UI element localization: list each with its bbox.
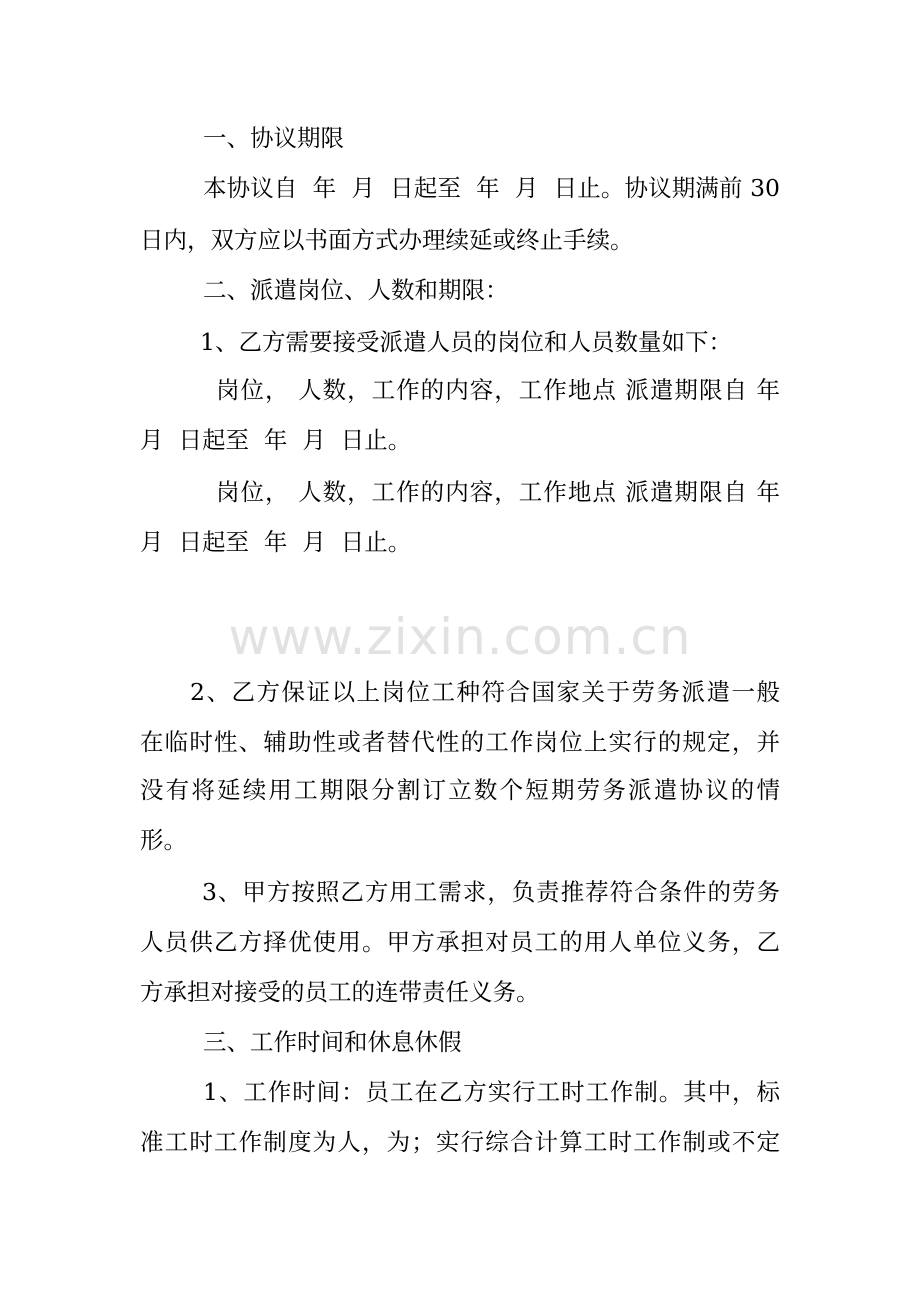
watermark: www.zixin.com.cn [228, 608, 692, 666]
section-heading: 一、协议期限 [203, 124, 344, 152]
paragraph-line: 在临时性、辅助性或者替代性的工作岗位上实行的规定，并 [140, 728, 780, 756]
paragraph-line: 2、乙方保证以上岗位工种符合国家关于劳务派遣一般 [190, 678, 780, 706]
paragraph-line: 人员供乙方择优使用。甲方承担对员工的用人单位义务，乙 [140, 928, 780, 956]
paragraph-line: 1、乙方需要接受派遣人员的岗位和人员数量如下： [200, 328, 732, 356]
paragraph-line: 方承担对接受的员工的连带责任义务。 [140, 978, 540, 1006]
paragraph-line: 本协议自 年 月 日起至 年 月 日止。协议期满前 30 [203, 174, 780, 202]
paragraph-line: 1、工作时间：员工在乙方实行工时工作制。其中，标 [203, 1078, 780, 1106]
paragraph-line: 日内，双方应以书面方式办理续延或终止手续。 [140, 226, 634, 254]
paragraph-line: 没有将延续用工期限分割订立数个短期劳务派遣协议的情 [140, 776, 780, 804]
paragraph-line: 岗位， 人数，工作的内容，工作地点 派遣期限自 年 [216, 478, 780, 506]
paragraph-line: 形。 [140, 826, 187, 854]
paragraph-line: 月 日起至 年 月 日止。 [140, 426, 412, 454]
paragraph-line: 准工时工作制度为人，为；实行综合计算工时工作制或不定 [140, 1128, 780, 1156]
paragraph-line: 月 日起至 年 月 日止。 [140, 528, 412, 556]
paragraph-line: 3、甲方按照乙方用工需求，负责推荐符合条件的劳务 [202, 878, 780, 906]
section-heading: 二、派遣岗位、人数和期限： [203, 276, 509, 304]
section-heading: 三、工作时间和休息休假 [203, 1028, 462, 1056]
paragraph-line: 岗位， 人数，工作的内容，工作地点 派遣期限自 年 [216, 376, 780, 404]
